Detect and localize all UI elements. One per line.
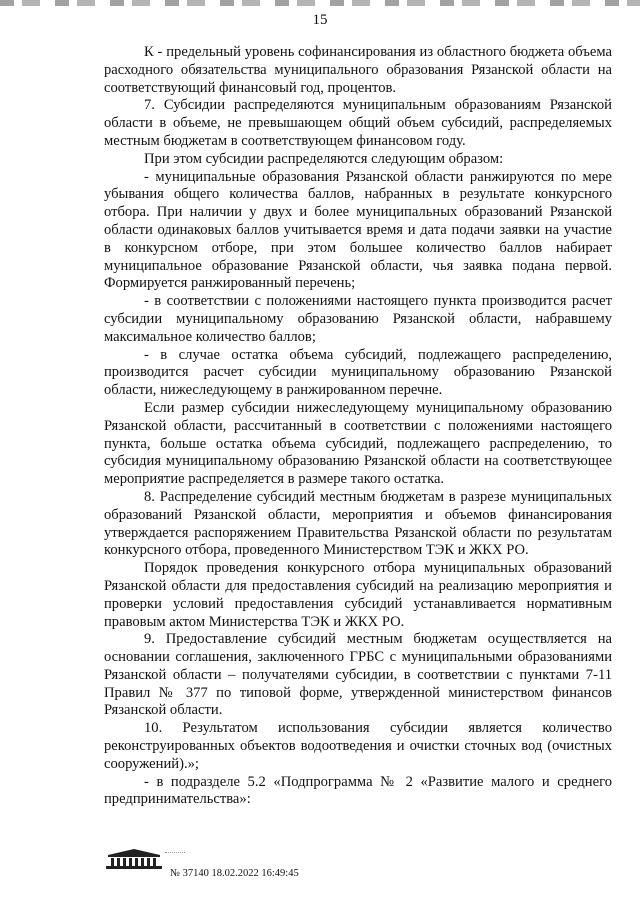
paragraph: - муниципальные образования Рязанской области ранжируются по мере убывания общего количества баллов, набранных в результате конкурсного отбора. При наличии у двух и более муниципальных образований Рязанской области одинаковых баллов учитывается время и дата подачи заявки на участие в конкурсном отборе, при этом большее количество баллов набирает муниципальное образование Рязанской области, чья заявка подана первой. Формируется ранжированный перечень; [104,168,612,292]
document-body [104,44,612,809]
paragraph: - в подразделе 5.2 «Подпрограмма № 2 «Развитие малого и среднего предпринимательства»: [104,773,612,808]
paragraph: К - предельный уровень софинансирования из областного бюджета объема расходного обязательства муниципального образования Рязанской области на соответствующий финансовый год, процентов. [104,44,612,96]
page-number: 15 [312,12,328,28]
document-stamp: № 37140 18.02.2022 16:49:45 [170,868,299,879]
paragraph: 8. Распределение субсидий местным бюджетам в разрезе муниципальных образований Рязанской области, мероприятия и объемов финансирования утверждается распоряжением Правительства Рязанской области по результатам конкурсного отбора, проведенного Министерством ТЭК и ЖКХ РО. [104,488,612,559]
paragraph: 7. Субсидии распределяются муниципальным образованиям Рязанской области в объеме, не превышающем общий объем субсидий, распределяемых местным бюджетам в соответствующем финансовом году. [104,97,612,149]
paragraph: 10. Результатом использования субсидии является количество реконструированных объектов водоотведения и очистки сточных вод (очистных сооружений).»; [104,720,612,772]
paragraph: Порядок проведения конкурсного отбора муниципальных образований Рязанской области для предоставления субсидий на реализацию мероприятия и проверки условий предоставления субсидий устанавливается нормативным правовым актом Министерства ТЭК и ЖКХ РО. [104,560,612,630]
paragraph: - в соответствии с положениями настоящего пункта производится расчет субсидии муниципальному образованию Рязанской области, набравшему максимальное количество баллов; [104,293,612,345]
government-building-logo [104,848,164,875]
paragraph: Если размер субсидии нижеследующему муниципальному образованию Рязанской области, рассчитанный в соответствии с положениями настоящего пункта, больше остатка объема субсидий, подлежащего распределению, то субсидия муниципальному образованию Рязанской области на соответствующее мероприятие распределяется в размере такого остатка. [104,399,612,488]
paragraph: 9. Предоставление субсидий местным бюджетам осуществляется на основании соглашения, заключенного ГРБС с муниципальными образованиями Рязанской области – получателями субсидии, в соответствии с пунктами 7-11 Правил № 377 по типовой форме, утвержденной министерством финансов Рязанской области. [104,631,612,719]
scan-edge-artifact [0,0,640,6]
government-building-icon [104,848,164,870]
scan-dots-artifact [165,852,185,861]
paragraph: При этом субсидии распределяются следующим образом: [144,150,504,167]
paragraph: - в случае остатка объема субсидий, подлежащего распределению, производится расчет субсидии муниципальному образованию Рязанской области, нижеследующему в ранжированном перечне. [104,346,612,399]
